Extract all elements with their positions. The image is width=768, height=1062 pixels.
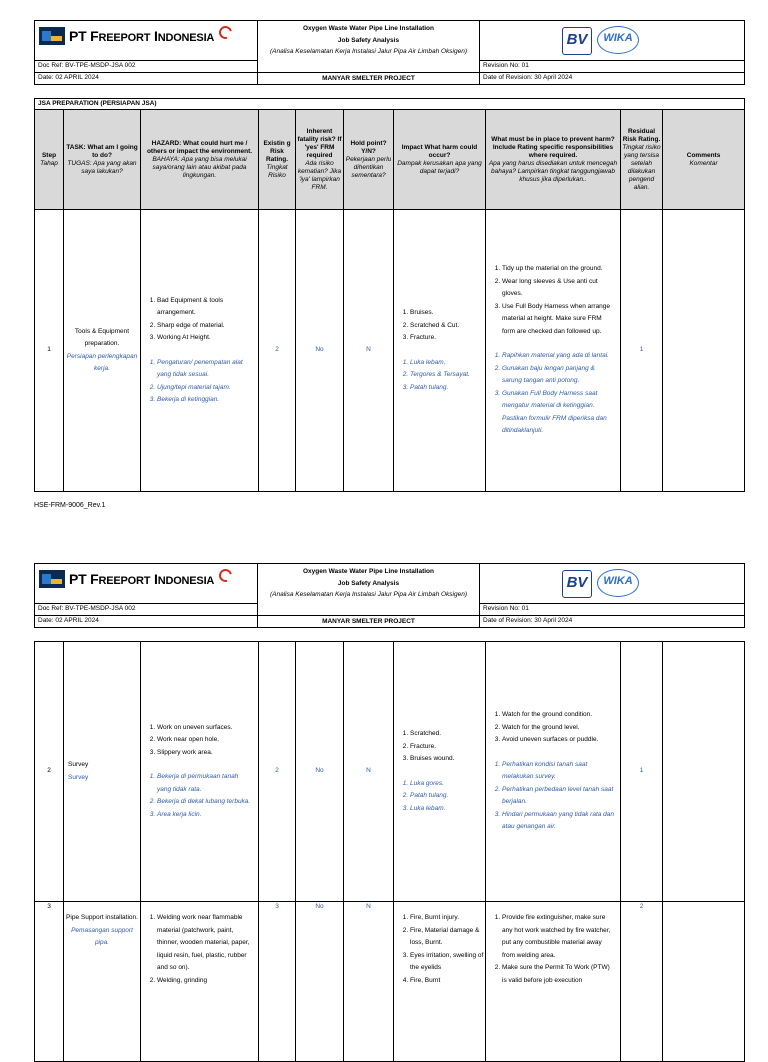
jsa-prep-title: JSA PREPARATION (PERSIAPAN JSA) <box>35 99 745 110</box>
doc-ref: Doc Ref: BV-TPE-MSDP-JSA 002 <box>35 61 258 73</box>
table-row <box>35 902 745 1062</box>
freeport-ring-icon <box>217 566 235 584</box>
document-date: Date: 02 APRIL 2024 <box>35 616 258 628</box>
revision-date: Date of Revision: 30 April 2024 <box>480 616 745 628</box>
col-hold-point: Hold point? Y/N? Pekerjaan perlu dihentikan sementara? <box>344 110 394 210</box>
hazard-cell: 1. Work on uneven surfaces. 2. Work near open hole. 3. Slippery work area. 1. Bekerja di permukaan tanah yang tidak rata. 2. Bekerja di dekat lubang terbuka. 3. Area kerja licin. <box>141 642 259 902</box>
company-logo-cell <box>35 564 258 604</box>
revision-date: Date of Revision: 30 April 2024 <box>480 73 745 85</box>
project-name: MANYAR SMELTER PROJECT <box>258 73 480 85</box>
existing-risk-rating: 3 <box>259 902 296 1062</box>
col-task: TASK: What am I going to do? TUGAS: Apa yang akan saya lakukan? <box>64 110 141 210</box>
fatality-risk: No <box>296 902 344 1062</box>
table-row <box>35 210 745 492</box>
document-title: Oxygen Waste Water Pipe Line Installation Job Safety Analysis (Analisa Keselamatan Kerja Instalasi Jalur Pipa Air Limbah Oksigen) <box>258 21 480 73</box>
existing-risk-rating: 2 <box>259 642 296 902</box>
col-residual-risk: Residual Risk Rating. Tingkat risiko yang tersisa setelah dilakukan pengend alian. <box>621 110 663 210</box>
comments-cell <box>663 902 745 1062</box>
freeport-logo-icon <box>39 570 65 588</box>
residual-risk-rating: 1 <box>621 210 663 492</box>
controls-cell: 1. Provide fire extinguisher, make sure any hot work watched by fire watcher, put any combustible material away from welding area. 2. Make sure the Permit To Work (PTW) is valid before job execution <box>486 902 621 1062</box>
impact-cell: 1. Fire, Burnt injury. 2. Fire, Material damage & loss, Burnt. 3. Eyes irritation, swelling of the eyelids 4. Fire, Burnt <box>394 902 486 1062</box>
freeport-ring-icon <box>217 23 235 41</box>
step-number: 2 <box>35 642 64 902</box>
comments-cell <box>663 210 745 492</box>
step-number: 3 <box>35 902 64 1062</box>
revision-no: Revision No: 01 <box>480 604 745 616</box>
freeport-logo-icon <box>39 27 65 45</box>
col-hazard: HAZARD: What could hurt me / others or impact the environment. BAHAYA: Apa yang bisa melukai saya/orang lain atau akibat pada lingkungan. <box>141 110 259 210</box>
hold-point: N <box>344 642 394 902</box>
controls-cell: 1. Watch for the ground condition. 2. Watch for the ground level. 3. Avoid uneven surfaces or puddle. 1. Perhatikan kondisi tanah saat melakukan survey. 2. Perhatikan perbedaan level tanah saat berjalan. 3. Hindari permukaan yang tidak rata dan atau genangan air. <box>486 642 621 902</box>
page2-header <box>34 563 745 628</box>
task-cell: Tools & Equipment preparation. Persiapan perlengkapan kerja. <box>64 210 141 492</box>
hold-point: N <box>344 210 394 492</box>
document-date: Date: 02 APRIL 2024 <box>35 73 258 85</box>
form-reference: HSE-FRM-9006_Rev.1 <box>34 502 106 509</box>
controls-cell: 1. Tidy up the material on the ground. 2. Wear long sleeves & Use anti cut gloves. 3. Use Full Body Harness when arrange material at height. Make sure FRM form are checked dan followed up. 1. Rapihkan material yang ada di lantai. 2. Gunakan baju lengan panjang & sarung tangan anti potong. 3. Gunakan Full Body Harness saat mengatur material di ketinggian. Pastikan formulir FRM diperiksa dan ditindaklanjuti. <box>486 210 621 492</box>
freeport-logo <box>39 27 257 45</box>
residual-risk-rating: 2 <box>621 902 663 1062</box>
residual-risk-rating: 1 <box>621 642 663 902</box>
jsa-header-row <box>35 110 745 210</box>
page1-header <box>34 20 745 85</box>
partner-logos <box>480 564 745 604</box>
project-name: MANYAR SMELTER PROJECT <box>258 616 480 628</box>
impact-cell: 1. Scratched. 2. Fracture. 3. Bruises wound. 1. Luka gores. 2. Patah tulang. 3. Luka lebam. <box>394 642 486 902</box>
document-title: Oxygen Waste Water Pipe Line Installation Job Safety Analysis (Analisa Keselamatan Kerja Instalasi Jalur Pipa Air Limbah Oksigen) <box>258 564 480 616</box>
table-row <box>35 642 745 902</box>
freeport-logo-text: PT FREEPORT INDONESIA <box>69 28 215 44</box>
col-existing-risk: Existin g Risk Rating. Tingkat Risiko <box>259 110 296 210</box>
hazard-cell <box>141 210 259 492</box>
step-number: 1 <box>35 210 64 492</box>
col-impact: Impact What harm could occur? Dampak kerusakan apa yang dapat terjadi? <box>394 110 486 210</box>
hazard-cell: 1. Welding work near flammable material (patchwork, paint, thinner, wooden material, paper, liquid resin, fuel, plastic, rubber and so on). 2. Welding, grinding <box>141 902 259 1062</box>
hazard-list-id: 1. Pengaturan/ penempatan alat yang tidak sesuai. 2. Ujung/tepi material tajam. 3. Bekerja di ketinggian. <box>141 357 254 407</box>
doc-ref: Doc Ref: BV-TPE-MSDP-JSA 002 <box>35 604 258 616</box>
col-step: Step Tahap <box>35 110 64 210</box>
freeport-logo <box>39 570 257 588</box>
fatality-risk: No <box>296 642 344 902</box>
comments-cell <box>663 642 745 902</box>
col-fatality-risk: Inherent fatality risk? If 'yes' FRM required Ada risiko kematian? Jika 'iya' lampirkan FRM. <box>296 110 344 210</box>
wika-logo: WIKA <box>597 26 639 54</box>
col-controls: What must be in place to prevent harm? Include Rating specific responsibilities where required. Apa yang harus disediakan untuk mencegah bahaya? Lampirkan tingkat tanggungjawab khusus jika diperlukan.. <box>486 110 621 210</box>
col-comments: Comments Komentar <box>663 110 745 210</box>
hold-point: N <box>344 902 394 1062</box>
jsa-table-page2 <box>34 641 745 1062</box>
hazard-list: 1. Bad Equipment & tools arrangement. 2. Sharp edge of material. 3. Working At Height. <box>141 295 254 345</box>
bv-logo: BV <box>562 27 592 55</box>
wika-logo: WIKA <box>597 569 639 597</box>
impact-cell: 1. Bruises. 2. Scratched & Cut. 3. Fracture. 1. Luka lebam, 2. Tergores & Tersayat. 3. Patah tulang. <box>394 210 486 492</box>
partner-logos <box>480 21 745 61</box>
bv-logo: BV <box>562 570 592 598</box>
task-cell: Survey Survey <box>64 642 141 902</box>
task-cell: Pipe Support installation. Pemasangan support pipa. <box>64 902 141 1062</box>
freeport-logo-text: PT FREEPORT INDONESIA <box>69 571 215 587</box>
company-logo-cell <box>35 21 258 61</box>
existing-risk-rating: 2 <box>259 210 296 492</box>
revision-no: Revision No: 01 <box>480 61 745 73</box>
jsa-table-page1 <box>34 98 745 492</box>
fatality-risk: No <box>296 210 344 492</box>
